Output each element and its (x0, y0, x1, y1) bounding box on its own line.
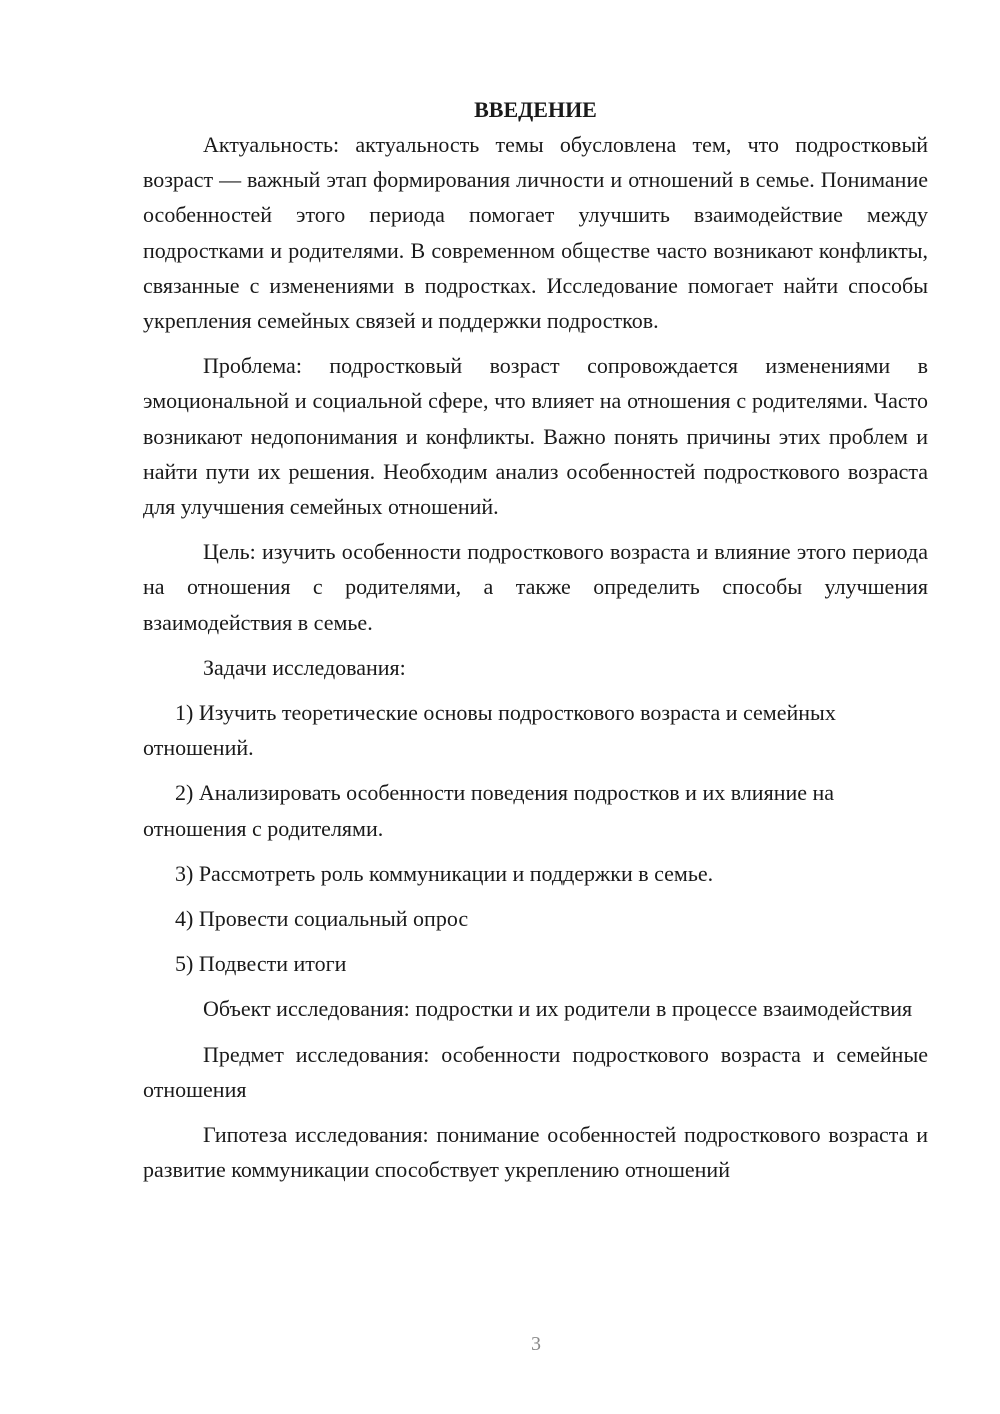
task-item-5: 5) Подвести итоги (175, 951, 347, 977)
paragraph-hypothesis: Гипотеза исследования: понимание особенностей подросткового возраста и развитие коммуникации способствует укреплению отношений (143, 1122, 928, 1183)
paragraph-problem: Проблема: подростковый возраст сопровождается изменениями в эмоциональной и социальной сфере, что влияет на отношения с родителями. Часто возникают недопонимания и конфликты. Важно понять причины этих проблем и найти пути их решения. Необходим анализ особенностей подросткового возраста для улучшения семейных отношений. (143, 353, 928, 520)
paragraph-relevance: Актуальность: актуальность темы обусловлена тем, что подростковый возраст — важный этап формирования личности и отношений в семье. Понимание особенностей этого периода помогает улучшить взаимодействие между подростками и родителями. В современном обществе часто возникают конфликты, связанные с изменениями в подростках. Исследование помогает найти способы укрепления семейных связей и поддержки подростков. (143, 132, 928, 334)
paragraph-subject: Предмет исследования: особенности подросткового возраста и семейные отношения (143, 1041, 928, 1102)
task-item-3: 3) Рассмотреть роль коммуникации и поддержки в семье. (175, 860, 714, 886)
paragraph-goal: Цель: изучить особенности подросткового возраста и влияние этого периода на отношения с родителями, а также определить способы улучшения взаимодействия в семье. (143, 539, 928, 635)
page-number: 3 (531, 1333, 541, 1355)
task-item-1: 1) Изучить теоретические основы подросткового возраста и семейных отношений. (143, 700, 836, 761)
task-item-2: 2) Анализировать особенности поведения подростков и их влияние на отношения с родителями. (143, 780, 835, 841)
document-page (143, 92, 928, 1197)
paragraph-object: Объект исследования: подростки и их родители в процессе взаимодействия (203, 996, 913, 1022)
task-item-4: 4) Провести социальный опрос (175, 906, 469, 932)
section-title: ВВЕДЕНИЕ (474, 97, 597, 122)
tasks-heading: Задачи исследования: (203, 654, 406, 680)
